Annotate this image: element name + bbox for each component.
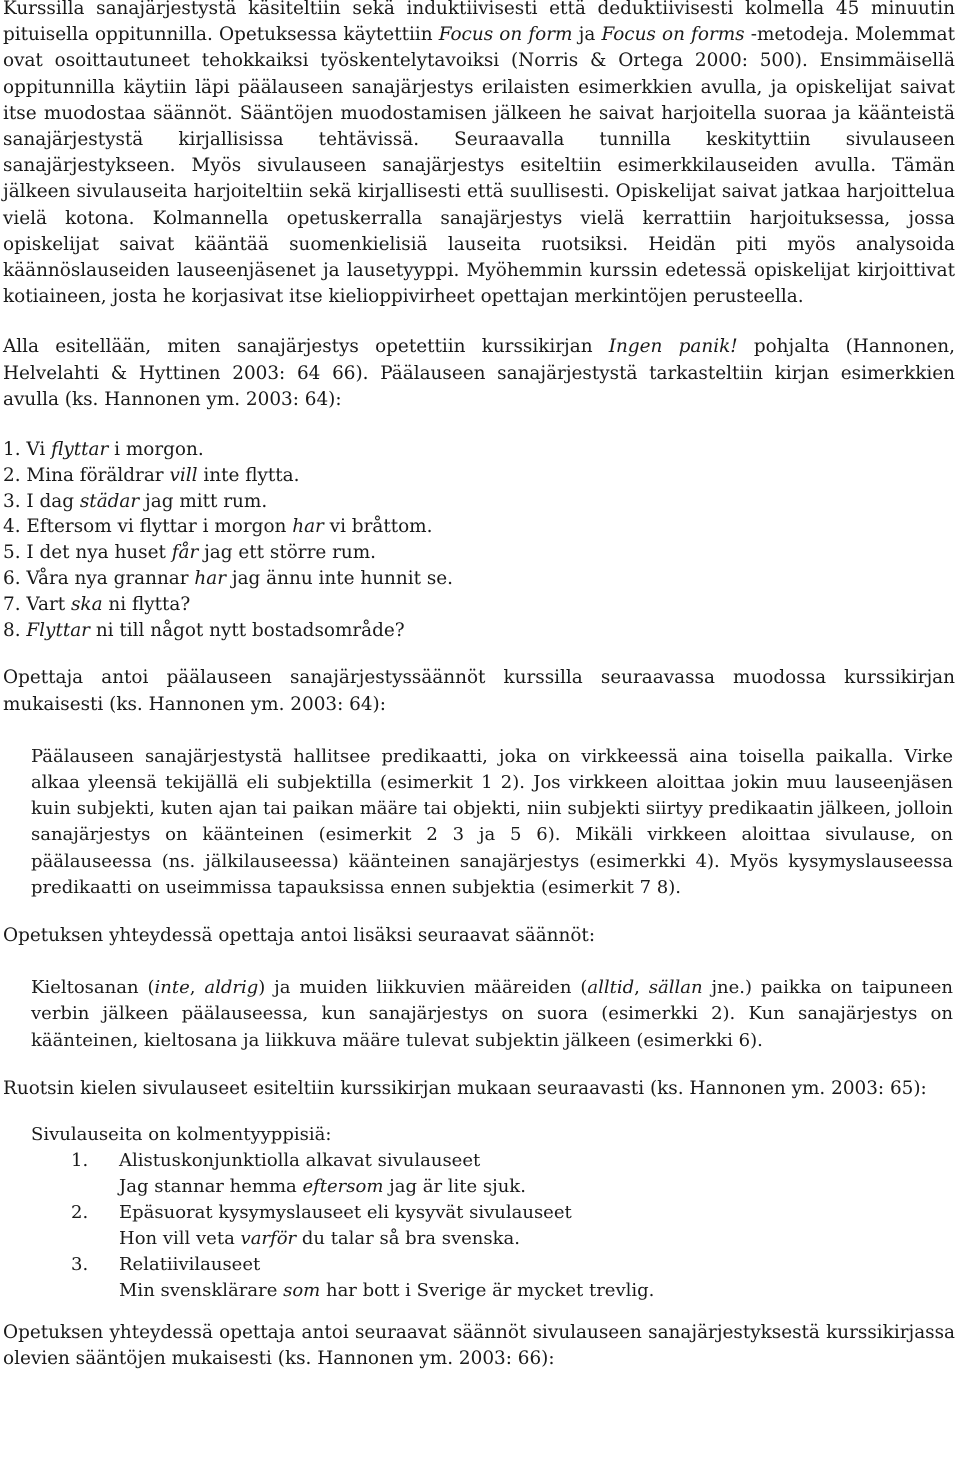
example-sentence: 5. I det nya huset får jag ett större rum. [3,542,377,564]
paragraph-coursebook-intro: Alla esitellään, miten sanajärjestys opetettiin kurssikirjan Ingen panik! pohjalta (Hannonen, Helvelahti & Hyttinen 2003: 64 66). Päälauseen sanajärjestystä tarkasteltiin kirjan esimerkkien avulla (ks. Hannonen ym. 2003: 64): [3,336,955,410]
subclause-types-list [3,1122,955,1304]
paragraph-main-clause-rules-intro: Opettaja antoi päälauseen sanajärjestyssäännöt kurssilla seuraavassa muodossa kurssikirjan mukaisesti (ks. Hannonen ym. 2003: 64): [3,667,955,715]
subclause-example: Hon vill veta varför du talar så bra svenska. [119,1228,520,1250]
example-sentence: 2. Mina föräldrar vill inte flytta. [3,464,300,486]
example-sentence: 4. Eftersom vi flyttar i morgon har vi bråttom. [3,516,433,538]
paragraph-additional-rules-intro: Opetuksen yhteydessä opettaja antoi lisäksi seuraavat säännöt: [3,925,596,947]
example-sentence-list [3,437,955,643]
list-item: 2. Epäsuorat kysymyslauseet eli kysyvät sivulauseet [71,1202,572,1224]
example-sentence: 1. Vi flyttar i morgon. [3,439,204,461]
paragraph-subclause-rules-intro: Opetuksen yhteydessä opettaja antoi seuraavat säännöt sivulauseen sanajärjestyksestä kurssikirjassa olevien sääntöjen mukaisesti (ks. Hannonen ym. 2003: 66): [3,1322,955,1370]
paragraph-subclause-intro: Ruotsin kielen sivulauseet esiteltiin kurssikirjan mukaan seuraavasti (ks. Hannonen ym. 2003: 65): [3,1077,927,1099]
subclause-intro: Sivulauseita on kolmentyyppisiä: [31,1124,332,1146]
example-sentence: 8. Flyttar ni till något nytt bostadsområde? [3,619,405,641]
quote-main-clause-rules: Päälauseen sanajärjestystä hallitsee predikaatti, joka on virkkeessä aina toisella paikalla. Virke alkaa yleensä tekijällä eli subjektilla (esimerkit 1 2). Jos virkkeen aloittaa jokin muu lauseenjäsen kuin subjekti, kuten ajan tai paikan määre tai objekti, niin subjekti siirtyy predikaatin jälkeen, jolloin sanajärjestys on käänteinen (esimerkit 2 3 ja 5 6). Mikäli virkkeen aloittaa sivulause, on päälauseessa (ns. jälkilauseessa) käänteinen sanajärjestys (esimerkki 4). Myös kysymyslauseessa predikaatti on useimmissa tapauksissa ennen subjektia (esimerkit 7 8). [31,745,953,898]
quote-negation-rules: Kieltosanan (inte, aldrig) ja muiden liikkuvien määreiden (alltid, sällan jne.) paikka on taipuneen verbin jälkeen päälauseessa, kun sanajärjestys on suora (esimerkki 2). Kun sanajärjestys on käänteinen, kieltosana ja liikkuva määre tulevat subjektin jälkeen (esimerkki 6). [31,977,953,1051]
list-item: 3. Relatiivilauseet [71,1254,261,1276]
example-sentence: 7. Vart ska ni flytta? [3,593,191,615]
subclause-example: Min svensklärare som har bott i Sverige är mycket trevlig. [119,1280,655,1302]
subclause-example: Jag stannar hemma eftersom jag är lite sjuk. [119,1176,526,1198]
example-sentence: 3. I dag städar jag mitt rum. [3,490,268,512]
paragraph-teaching-methods: Kurssilla sanajärjestystä käsiteltiin sekä induktiivisesti että deduktiivisesti kolmella 45 minuutin pituisella oppitunnilla. Opetuksessa käytettiin Focus on form ja Focus on forms -metodeja. Molemmat ovat osoittautuneet tehokkaiksi työskentelytavoiksi (Norris & Ortega 2000: 500). Ensimmäisellä oppitunnilla käytiin läpi päälauseen sanajärjestys erilaisten esimerkkien avulla, ja opiskelijat saivat itse muodostaa säännöt. Sääntöjen muodostamisen jälkeen he saivat harjoitella suoraa ja käänteistä sanajärjestystä kirjallisissa tehtävissä. Seuraavalla tunnilla keskityttiin sivulauseen sanajärjestykseen. Myös sivulauseen sanajärjestys esiteltiin esimerkkilauseiden avulla. Tämän jälkeen sivulauseita harjoiteltiin sekä kirjallisesti että suullisesti. Opiskelijat saivat jatkaa harjoittelua vielä kotona. Kolmannella opetuskerralla sanajärjestys vielä kerrattiin harjoituksessa, jossa opiskelijat saivat kääntää suomenkielisiä lauseita ruotsiksi. Heidän piti myös analysoida käännöslauseiden lauseenjäsenet ja lausetyyppi. Myöhemmin kurssin edetessä opiskelijat kirjoittivat kotiaineen, josta he korjasivat itse kielioppivirheet opettajan merkintöjen perusteella. [3,0,955,308]
example-sentence: 6. Våra nya grannar har jag ännu inte hunnit se. [3,568,454,590]
list-item: 1. Alistuskonjunktiolla alkavat sivulauseet [71,1150,481,1172]
